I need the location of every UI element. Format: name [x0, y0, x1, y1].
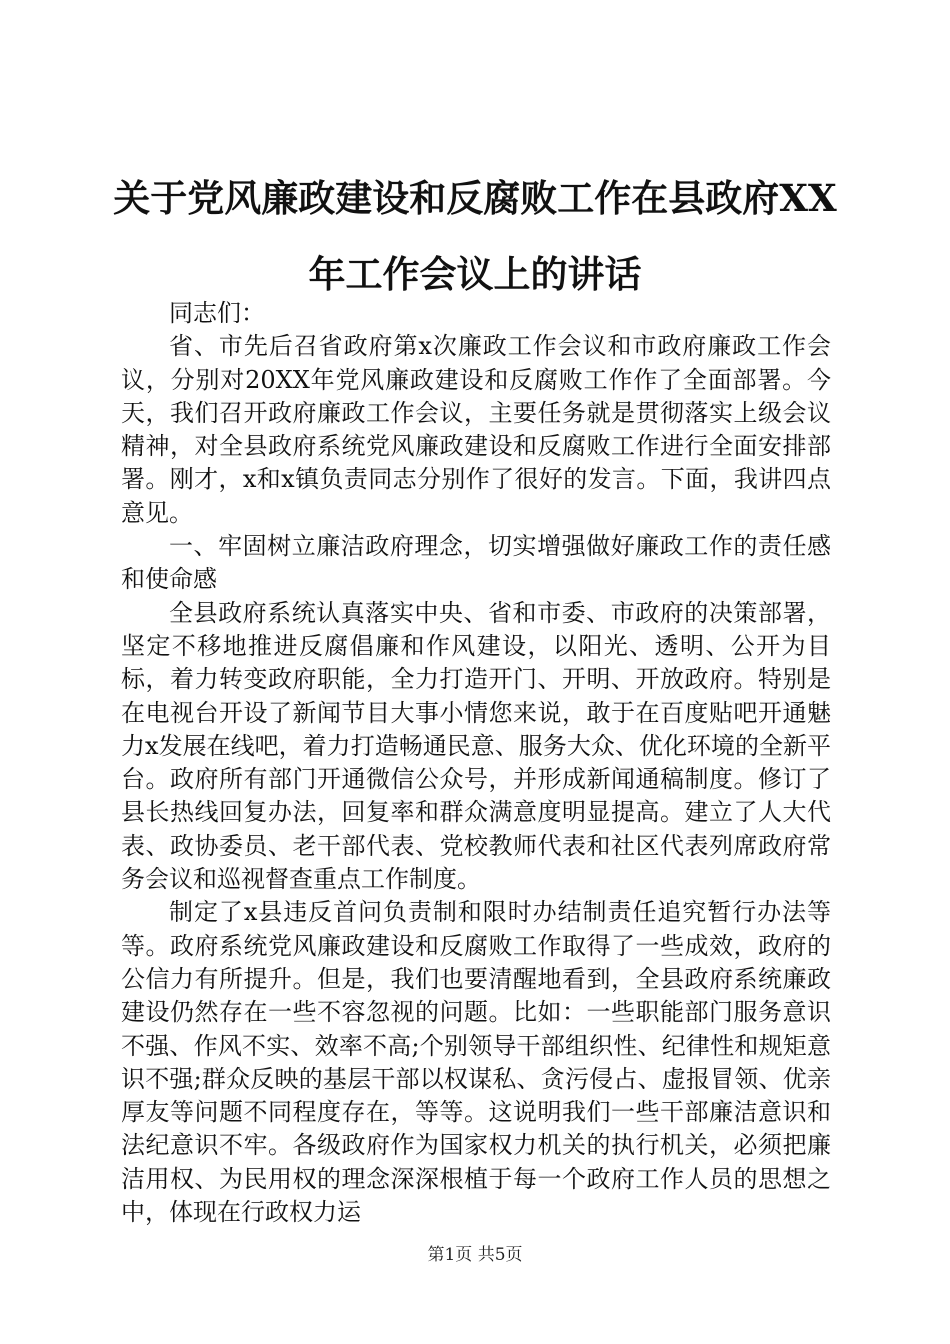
document-title [100, 160, 850, 312]
document-body [121, 297, 831, 1229]
paragraph-achievements: 全县政府系统认真落实中央、省和市委、市政府的决策部署，坚定不移地推进反腐倡廉和作风建设，以阳光、透明、公开为目标，着力转变政府职能，全力打造开门、开明、开放政府。特别是在电视台开设了新闻节目大事小情您来说，敢于在百度贴吧开通魅力x发展在线吧，着力打造畅通民意、服务大众、优化环境的全新平台。政府所有部门开通微信公众号，并形成新闻通稿制度。修订了县长热线回复办法，回复率和群众满意度明显提高。建立了人大代表、政协委员、老干部代表、党校教师代表和社区代表列席政府常务会议和巡视督查重点工作制度。 [121, 598, 831, 894]
title-line-1: 关于党风廉政建设和反腐败工作在县政府XX [113, 176, 837, 220]
page-footer: 第1页 共5页 [427, 1245, 523, 1265]
section-heading-1: 一、牢固树立廉洁政府理念，切实增强做好廉政工作的责任感和使命感 [121, 532, 831, 594]
title-line-2: 年工作会议上的讲话 [308, 252, 642, 296]
paragraph-problems: 制定了x县违反首问负责制和限时办结制责任追究暂行办法等等。政府系统党风廉政建设和反腐败工作取得了一些成效，政府的公信力有所提升。但是，我们也要清醒地看到，全县政府系统廉政建设仍然存在一些不容忽视的问题。比如：一些职能部门服务意识不强、作风不实、效率不高;个别领导干部组织性、纪律性和规矩意识不强;群众反映的基层干部以权谋私、贪污侵占、虚报冒领、优亲厚友等问题不同程度存在，等等。这说明我们一些干部廉洁意识和法纪意识不牢。各级政府作为国家权力机关的执行机关，必须把廉洁用权、为民用权的理念深深根植于每一个政府工作人员的思想之中，体现在行政权力运 [121, 898, 831, 1227]
salutation: 同志们： [169, 299, 265, 327]
paragraph-intro: 省、市先后召省政府第x次廉政工作会议和市政府廉政工作会议，分别对20XX年党风廉政建设和反腐败工作作了全面部署。今天，我们召开政府廉政工作会议，主要任务就是贯彻落实上级会议精神，对全县政府系统党风廉政建设和反腐败工作进行全面安排部署。刚才，x和x镇负责同志分别作了很好的发言。下面，我讲四点意见。 [121, 332, 831, 527]
